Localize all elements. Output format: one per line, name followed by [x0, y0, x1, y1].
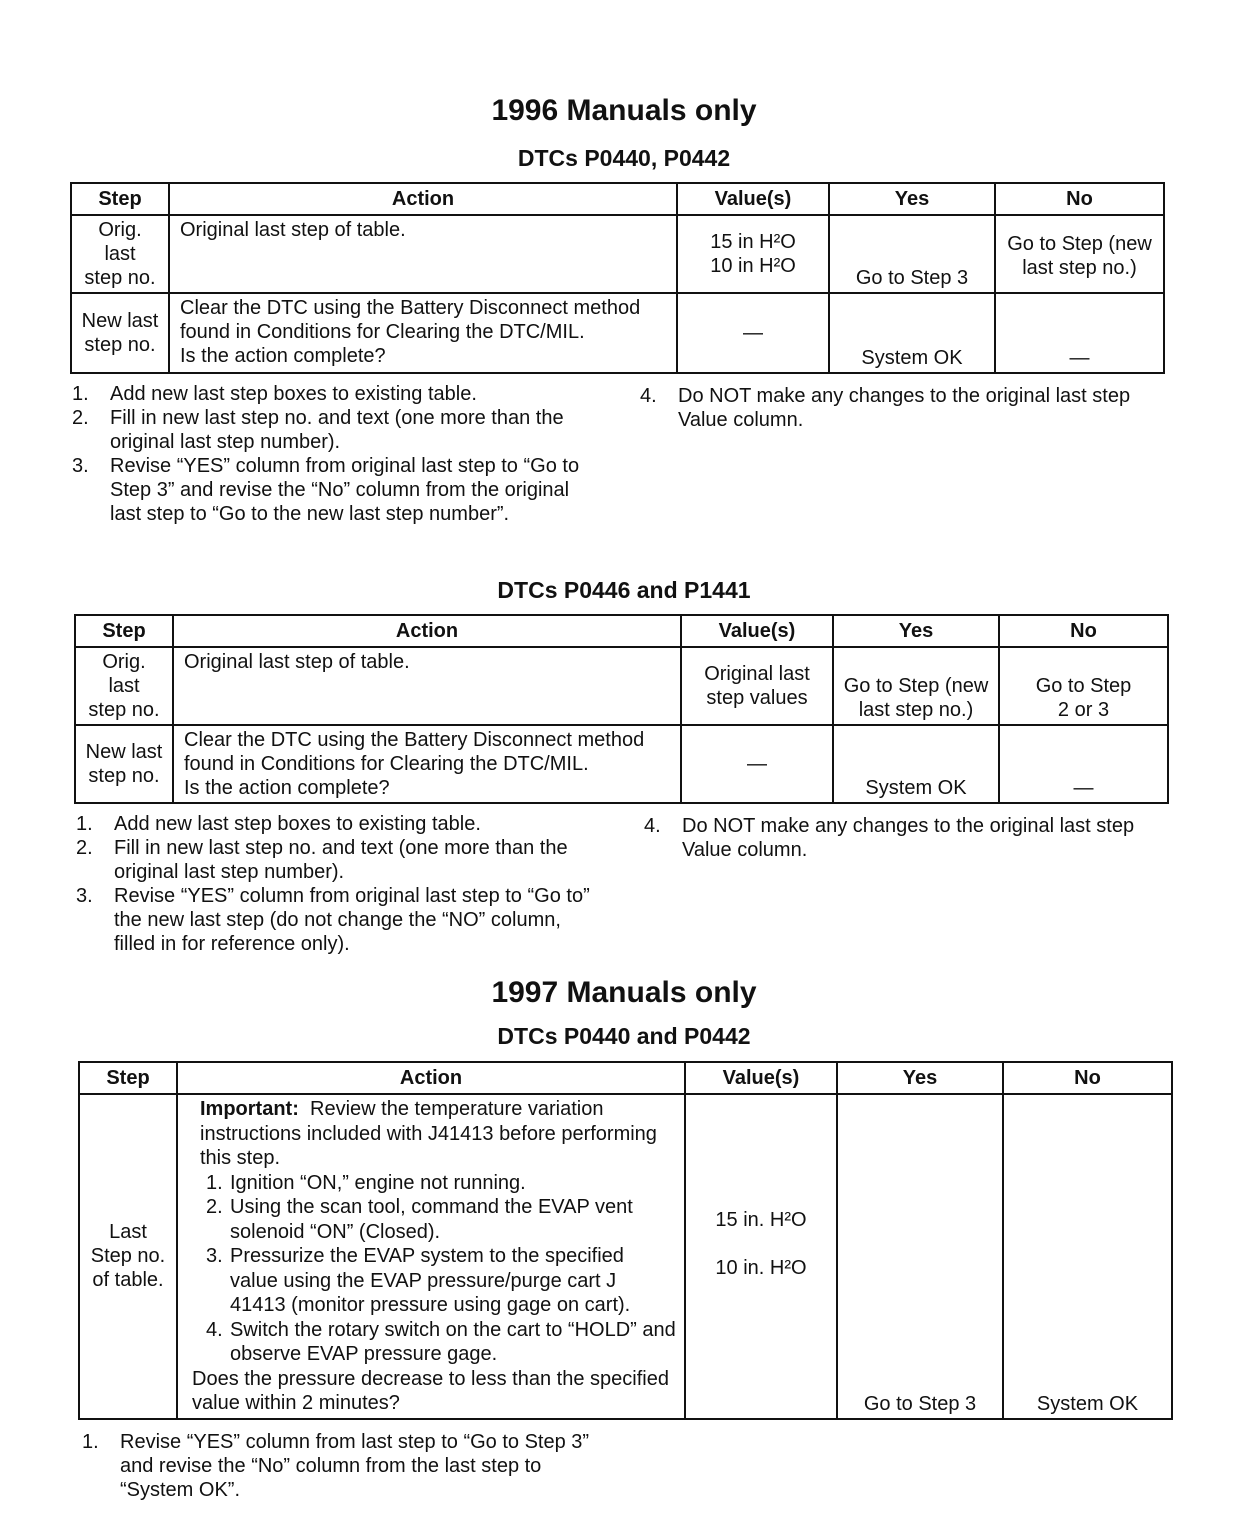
header-values: Value(s): [681, 615, 833, 647]
action-cell: [177, 1094, 685, 1419]
table1-notes-right: [640, 384, 1160, 432]
header-values: Value(s): [685, 1062, 837, 1094]
list-item: 2. Using the scan tool, command the EVAP vent solenoid “ON” (Closed).: [206, 1196, 633, 1243]
list-item: 3. Pressurize the EVAP system to the specified value using the EVAP pressure/purge cart J 41413 (monitor pressure using gage on cart).: [206, 1245, 631, 1316]
values-cell: 15 in. H²O 10 in. H²O: [685, 1094, 837, 1419]
header-no: No: [1003, 1062, 1172, 1094]
list-item: 2. Fill in new last step no. and text (one more than the original last step number).: [76, 837, 568, 883]
table-row: [71, 293, 1164, 373]
yes-cell: System OK: [833, 725, 999, 803]
table-row: [75, 647, 1168, 725]
header-step: Step: [75, 615, 173, 647]
substep-list: [188, 1171, 676, 1367]
header-step: Step: [71, 183, 169, 215]
table2-notes-right: [644, 814, 1164, 862]
yes-cell: System OK: [829, 293, 995, 373]
yes-cell: Go to Step (new last step no.): [833, 647, 999, 725]
no-cell: —: [999, 725, 1168, 803]
header-yes: Yes: [837, 1062, 1003, 1094]
table3: [78, 1061, 1173, 1420]
table1-notes-left: [72, 382, 592, 526]
step-cell: New last step no.: [71, 293, 169, 373]
table3-notes: [82, 1430, 602, 1502]
action-cell: Original last step of table.: [173, 647, 681, 725]
table1: [70, 182, 1165, 374]
yes-cell: Go to Step 3: [837, 1094, 1003, 1419]
header-action: Action: [173, 615, 681, 647]
header-action: Action: [177, 1062, 685, 1094]
no-cell: System OK: [1003, 1094, 1172, 1419]
list-item: 1. Add new last step boxes to existing table.: [72, 383, 477, 405]
table-row: [79, 1094, 1172, 1419]
header-step: Step: [79, 1062, 177, 1094]
step-cell: Orig. last step no.: [75, 647, 173, 725]
table-row: [75, 725, 1168, 803]
list-item: 3. Revise “YES” column from original last step to “Go to Step 3” and revise the “No” column from the original last step to “Go to the new last step number”.: [72, 455, 580, 525]
header-action: Action: [169, 183, 677, 215]
action-cell: Clear the DTC using the Battery Disconnect method found in Conditions for Clearing the DTC/MIL. Is the action complete?: [173, 725, 681, 803]
table-row: [71, 215, 1164, 293]
section-1997-title: 1997 Manuals only: [491, 976, 757, 1009]
table2-notes-left: [76, 812, 606, 956]
table3-title: DTCs P0440 and P0442: [497, 1023, 751, 1049]
header-values: Value(s): [677, 183, 829, 215]
table1-header-row: [71, 183, 1164, 215]
values-cell: —: [681, 725, 833, 803]
action-cell: Original last step of table.: [169, 215, 677, 293]
list-item: 4. Do NOT make any changes to the original last step Value column.: [644, 815, 1135, 861]
list-item: 4. Switch the rotary switch on the cart to “HOLD” and observe EVAP pressure gage.: [206, 1318, 676, 1365]
header-no: No: [995, 183, 1164, 215]
step-cell: Last Step no. of table.: [79, 1094, 177, 1419]
values-cell: 15 in H²O 10 in H²O: [677, 215, 829, 293]
header-yes: Yes: [829, 183, 995, 215]
list-item: 1. Add new last step boxes to existing table.: [76, 813, 481, 835]
step-cell: New last step no.: [75, 725, 173, 803]
values-cell: —: [677, 293, 829, 373]
section-1996-title: 1996 Manuals only: [491, 94, 757, 127]
table1-title: DTCs P0440, P0442: [517, 145, 731, 171]
action-cell: Clear the DTC using the Battery Disconnect method found in Conditions for Clearing the DTC/MIL. Is the action complete?: [169, 293, 677, 373]
list-item: 1. Ignition “ON,” engine not running.: [206, 1171, 526, 1194]
header-no: No: [999, 615, 1168, 647]
list-item: 4. Do NOT make any changes to the original last step Value column.: [640, 385, 1131, 431]
no-cell: Go to Step 2 or 3: [999, 647, 1168, 725]
list-item: 1. Revise “YES” column from last step to “Go to Step 3” and revise the “No” column from the last step to “System OK”.: [82, 1431, 590, 1501]
table2: [74, 614, 1169, 804]
header-yes: Yes: [833, 615, 999, 647]
step-cell: Orig. last step no.: [71, 215, 169, 293]
table2-title: DTCs P0446 and P1441: [497, 577, 751, 603]
yes-cell: Go to Step 3: [829, 215, 995, 293]
no-cell: Go to Step (new last step no.): [995, 215, 1164, 293]
values-cell: Original last step values: [681, 647, 833, 725]
table2-header-row: [75, 615, 1168, 647]
list-item: 3. Revise “YES” column from original last step to “Go to” the new last step (do not change the “NO” column, filled in for reference only).: [76, 885, 590, 955]
question-text: Does the pressure decrease to less than the specified value within 2 minutes?: [192, 1367, 669, 1414]
important-note: Important: Review the temperature variation instructions included with J41413 before performing this step.: [200, 1098, 657, 1169]
no-cell: —: [995, 293, 1164, 373]
table3-header-row: [79, 1062, 1172, 1094]
list-item: 2. Fill in new last step no. and text (one more than the original last step number).: [72, 407, 564, 453]
